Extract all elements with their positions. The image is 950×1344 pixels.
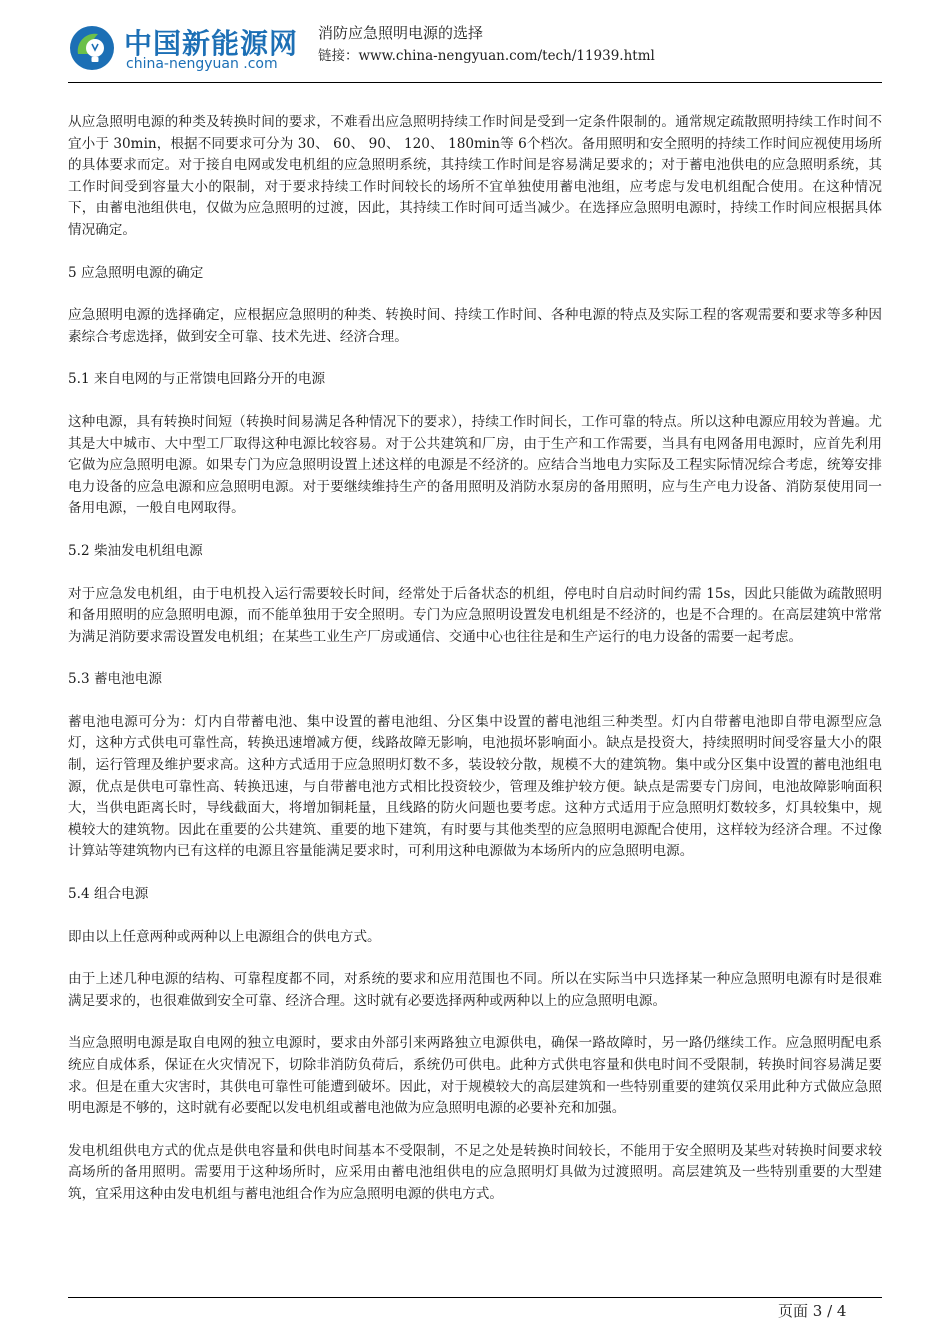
footer-divider xyxy=(68,1297,882,1298)
document-title: 消防应急照明电源的选择 xyxy=(318,24,484,42)
lightbulb-leaf-logo-icon xyxy=(68,24,116,72)
paragraph: 即由以上任意两种或两种以上电源组合的供电方式。 xyxy=(68,928,381,945)
section-heading: 5 应急照明电源的确定 xyxy=(68,264,204,281)
paragraph: 发电机组供电方式的优点是供电容量和供电时间基本不受限制，不足之处是转换时间较长，不能用于安全照明及某些对转换时间要求较高场所的备用照明。需要用于这种场所时，应采用由蓄电池组供电的应急照明灯具做为过渡照明。高层建筑及一些特别重要的大型建筑，宜采用这种由发电机组与蓄电池组合作为应急照明电源的供电方式。 xyxy=(68,1142,882,1202)
paragraph: 应急照明电源的选择确定，应根据应急照明的种类、转换时间、持续工作时间、各种电源的特点及实际工程的客观需要和要求等多种因素综合考虑选择，做到安全可靠、技术先进、经济合理。 xyxy=(68,307,882,345)
section-heading: 5.4 组合电源 xyxy=(68,886,149,903)
section-heading: 5.3 蓄电池电源 xyxy=(68,671,162,688)
paragraph: 这种电源，具有转换时间短（转换时间易满足各种情况下的要求），持续工作时间长，工作可靠的特点。所以这种电源应用较为普遍。尤其是大中城市、大中型工厂取得这种电源比较容易。对于公共建筑和厂房，由于生产和工作需要，当具有电网备用电源时，应首先利用它做为应急照明电源。如果专门为应急照明设置上述这样的电源是不经济的。应结合当地电力实际及工程实际情况综合考虑，统筹安排电力设备的应急电源和应急照明电源。对于要继续维持生产的备用照明及消防水泵房的备用照明，应与生产电力设备、消防泵使用同一备用电源，一般自电网取得。 xyxy=(68,413,882,517)
page-header xyxy=(68,14,882,82)
paragraph: 当应急照明电源是取自电网的独立电源时，要求由外部引来两路独立电源供电，确保一路故障时，另一路仍继续工作。应急照明配电系统应自成体系，保证在火灾情况下，切除非消防负荷后，系统仍可供电。此种方式供电容量和供电时间不受限制，转换时间容易满足要求。但是在重大灾害时，其供电可靠性可能遭到破坏。因此，对于规模较大的高层建筑和一些特别重要的建筑仅采用此种方式做应急照明电源是不够的，这时就有必要配以发电机组或蓄电池做为应急照明电源的必要补充和加强。 xyxy=(68,1035,882,1117)
site-logo[interactable] xyxy=(68,20,308,78)
page-number: 页面 3 / 4 xyxy=(778,1302,847,1320)
section-heading: 5.1 来自电网的与正常馈电回路分开的电源 xyxy=(68,371,326,388)
article-body xyxy=(68,112,882,1227)
paragraph: 对于应急发电机组，由于电机投入运行需要较长时间，经常处于后备状态的机组，停电时自启动时间约需 15s，因此只能做为疏散照明和备用照明的应急照明电源，而不能单独用于安全照明。专门为应急照明设置发电机组是不经济的，也是不合理的。在高层建筑中常常为满足消防要求需设置发电机组；在某些工业生产厂房或通信、交通中心也往往是和生产运行的电力设备的需要一起考虑。 xyxy=(68,585,882,645)
header-divider xyxy=(68,82,882,83)
paragraph: 蓄电池电源可分为：灯内自带蓄电池、集中设置的蓄电池组、分区集中设置的蓄电池组三种类型。灯内自带蓄电池即自带电源型应急灯，这种方式供电可靠性高，转换迅速增减方便，线路故障无影响，电池损坏影响面小。缺点是投资大，持续照明时间受容量大小的限制，运行管理及维护要求高。这种方式适用于应急照明灯数不多，装设较分散，规模不大的建筑物。集中或分区集中设置的蓄电池组电源，优点是供电可靠性高、转换迅速，与自带蓄电池方式相比投资较少，管理及维护较方便。缺点是需要专门房间，电池故障影响面积大，当供电距离长时，导线截面大，将增加铜耗量，且线路的防火问题也要考虑。这种方式适用于应急照明灯数较多，灯具较集中，规模较大的建筑物。因此在重要的公共建筑、重要的地下建筑，有时要与其他类型的应急照明电源配合使用，这样较为经济合理。不过像计算站等建筑物内已有这样的电源且容量能满足要求时，可利用这种电源做为本场所内的应急照明电源。 xyxy=(68,713,882,860)
paragraph: 从应急照明电源的种类及转换时间的要求，不难看出应急照明持续工作时间是受到一定条件限制的。通常规定疏散照明持续工作时间不宜小于 30min，根据不同要求可分为 30、 60、 90、 120、 180min等 6个档次。备用照明和安全照明的持续工作时间应视使用场所的具体要求而定。对于接自电网或发电机组的应急照明系统，其持续工作时间是容易满足要求的；对于蓄电池供电的应急照明系统，其工作时间受到容量大小的限制，对于要求持续工作时间较长的场所不宜单独使用蓄电池组，应考虑与发电机组配合使用。在这种情况下，由蓄电池组供电，仅做为应急照明的过渡，因此，其持续工作时间可适当减少。在选择应急照明电源时，持续工作时间应根据具体情况确定。 xyxy=(68,114,882,238)
logo-domain-text: china-nengyuan .com xyxy=(126,56,278,72)
document-link[interactable]: 链接：www.china-nengyuan.com/tech/11939.html xyxy=(318,48,655,64)
logo-chinese-text: 中国新能源网 xyxy=(124,27,299,60)
section-heading: 5.2 柴油发电机组电源 xyxy=(68,542,203,559)
paragraph: 由于上述几种电源的结构、可靠程度都不同，对系统的要求和应用范围也不同。所以在实际当中只选择某一种应急照明电源有时是很难满足要求的，也很难做到安全可靠、经济合理。这时就有必要选择两种或两种以上的应急照明电源。 xyxy=(68,971,882,1009)
